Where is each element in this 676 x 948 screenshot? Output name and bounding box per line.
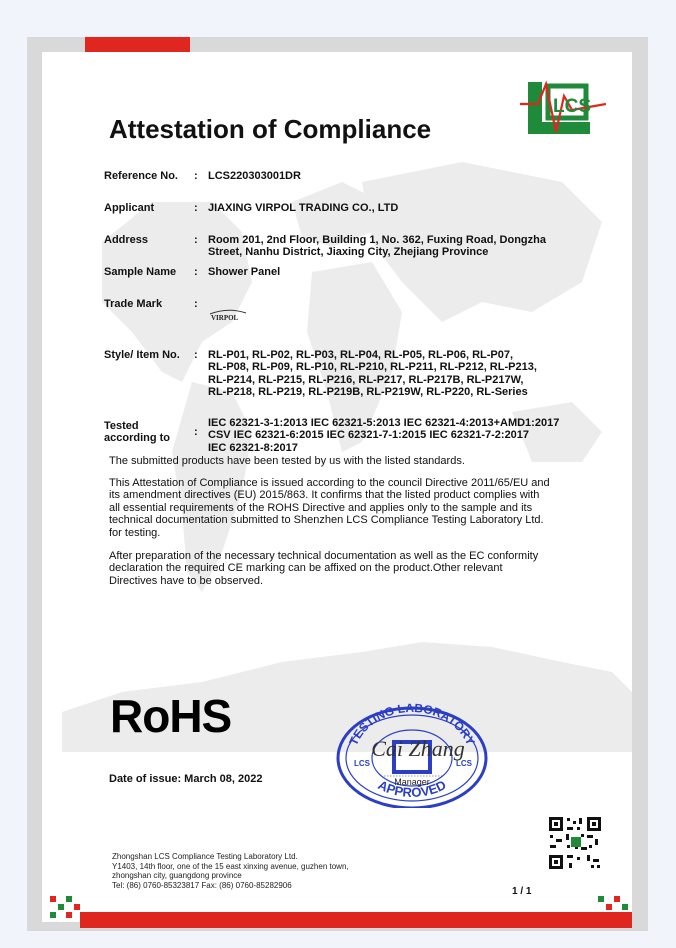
field-label-address: Address	[104, 234, 149, 246]
rohs-heading: RoHS	[110, 690, 232, 742]
field-value-applicant: JIAXING VIRPOL TRADING CO., LTD	[208, 202, 399, 214]
stamp-left-text: LCS	[354, 759, 370, 768]
stamp-bottom-text: APPROVED	[375, 777, 449, 801]
field-value-standards: IEC 62321-3-1:2013 IEC 62321-5:2013 IEC 62321-4:2013+AMD1:2017 CSV IEC 62321-6:2015 IEC 62321-7-1:2015 IEC 62321-7-2:2017 IEC 62321-8:2017	[208, 417, 560, 454]
field-value-sample-name: Shower Panel	[208, 266, 281, 278]
top-red-bar	[85, 37, 190, 52]
field-value-address: Room 201, 2nd Floor, Building 1, No. 362, Fuxing Road, Dongzha Street, Nanhu District, Jiaxing City, Zhejiang Province	[208, 234, 546, 259]
page-title: Attestation of Compliance	[109, 114, 432, 144]
trade-mark-text: VIRPOL	[211, 314, 239, 322]
stamp-top-text: TESTING LABORATORY	[346, 702, 478, 748]
logo-letter: LCS	[553, 96, 591, 117]
field-colon: :	[194, 349, 198, 361]
decor-square	[598, 896, 604, 902]
decor-square	[606, 904, 612, 910]
approved-stamp	[332, 702, 492, 808]
decor-square	[622, 904, 628, 910]
decor-square	[598, 912, 604, 918]
field-label-applicant: Applicant	[104, 202, 155, 214]
field-label-tested: Tested according to	[104, 420, 171, 444]
field-colon: :	[194, 170, 198, 182]
decor-square	[74, 904, 80, 910]
field-colon: :	[194, 202, 198, 214]
paragraph-tested: The submitted products have been tested by us with the listed standards.	[109, 455, 465, 467]
trade-mark-logo	[208, 309, 248, 325]
field-value-reference: LCS220303001DR	[208, 170, 301, 182]
field-label-reference: Reference No.	[104, 170, 178, 182]
decor-square	[66, 912, 72, 918]
field-colon: :	[194, 266, 198, 278]
qr-code-icon	[547, 815, 603, 871]
field-colon: :	[194, 426, 198, 438]
field-colon: :	[194, 298, 198, 310]
bottom-red-bar	[80, 912, 632, 928]
field-label-style-item: Style/ Item No.	[104, 349, 180, 361]
decor-square	[614, 896, 620, 902]
decor-square	[66, 896, 72, 902]
field-colon: :	[194, 234, 198, 246]
decor-square	[58, 904, 64, 910]
paragraph-attestation: This Attestation of Compliance is issued according to the council Directive 2011/65/EU and its amendment directives (EU) 2015/863. It confirms that the listed product complies with all essential requirements of the ROHS Directive and applies only to the sample and its technical documentation submitted to Shenzhen LCS Compliance Testing Laboratory Ltd. for testing.	[109, 477, 550, 539]
paragraph-ce-marking: After preparation of the necessary technical documentation as well as the EC conformity declaration the required CE marking can be affixed on the product.Other relevant Directives have to be observed.	[109, 550, 539, 587]
field-value-style-item: RL-P01, RL-P02, RL-P03, RL-P04, RL-P05, RL-P06, RL-P07, RL-P08, RL-P09, RL-P10, RL-P210, RL-P211, RL-P212, RL-P213, RL-P214, RL-P215, RL-P216, RL-P217, RL-P217B, RL-P217W, RL-P218, RL-P219, RL-P219B, RL-P219W, RL-P220, RL-Series	[208, 349, 537, 399]
decor-square	[50, 896, 56, 902]
manager-signature: Cai Zhang	[371, 736, 465, 761]
page-number: 1 / 1	[512, 886, 532, 897]
footer-address: Zhongshan LCS Compliance Testing Laboratory Ltd. Y1403, 14th floor, one of the 15 east xinxing avenue, guzhen town, zhongshan city, guangdong province Tel: (86) 0760-85323817 Fax: (86) 0760-85282906	[112, 852, 349, 890]
decor-square	[50, 912, 56, 918]
stamp-manager-label: Manager	[394, 777, 430, 787]
certificate-paper	[42, 52, 632, 922]
field-label-trade-mark: Trade Mark	[104, 298, 163, 310]
date-of-issue: Date of issue: March 08, 2022	[109, 773, 263, 785]
stamp-right-text: LCS	[456, 759, 472, 768]
field-label-sample-name: Sample Name	[104, 266, 177, 278]
